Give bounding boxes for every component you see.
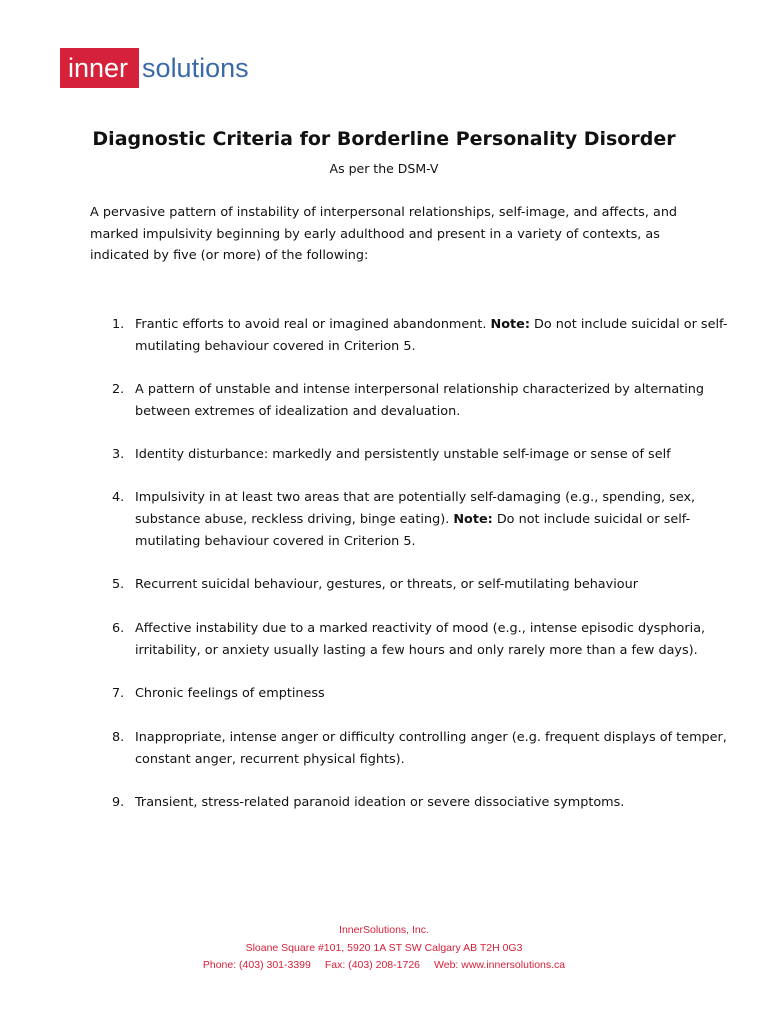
criterion-number: 9. (112, 795, 125, 810)
criterion-note: Do not include suicidal or self-mutilating behaviour covered in Criterion 5. (135, 512, 691, 549)
criterion-text: A pattern of unstable and intense interpersonal relationship characterized by alternating between extremes of idealization and devaluation. (135, 382, 704, 419)
criterion-text: Impulsivity in at least two areas that are potentially self-damaging (e.g., spending, sex, substance abuse, reckless driving, binge eating). (135, 490, 696, 527)
criterion-text: Transient, stress-related paranoid ideation or severe dissociative symptoms. (135, 795, 625, 810)
criterion-number: 1. (112, 317, 125, 332)
criterion-item (90, 574, 735, 596)
criterion-text: Frantic efforts to avoid real or imagined abandonment. (135, 317, 491, 332)
footer-company: InnerSolutions, Inc. (339, 924, 429, 936)
criterion-item (90, 618, 735, 662)
criterion-number: 6. (112, 621, 125, 636)
footer-fax: Fax: (403) 208-1726 (324, 959, 421, 971)
note-label: Note: (453, 512, 493, 527)
company-logo (60, 48, 249, 88)
criterion-number: 8. (112, 730, 125, 745)
footer-contact (0, 957, 768, 975)
criterion-item (90, 683, 735, 705)
criterion-text: Affective instability due to a marked reactivity of mood (e.g., intense episodic dysphoria, irritability, or anxiety usually lasting a few hours and only rarely more than a few days). (135, 621, 706, 658)
criterion-number: 3. (112, 447, 125, 462)
criterion-item (90, 379, 735, 423)
page-footer (0, 922, 768, 975)
criterion-note: Do not include suicidal or self-mutilating behaviour covered in Criterion 5. (135, 317, 728, 354)
logo-outer-text: solutions (142, 53, 249, 83)
footer-web-link[interactable]: Web: www.innersolutions.ca (434, 959, 566, 971)
document-subtitle: As per the DSM-V (329, 161, 439, 176)
footer-address: Sloane Square #101, 5920 1A ST SW Calgary AB T2H 0G3 (245, 941, 523, 954)
criterion-item (90, 727, 735, 771)
criterion-item (90, 487, 735, 553)
criterion-text: Identity disturbance: markedly and persistently unstable self-image or sense of self (135, 447, 671, 462)
logo-inner-text: inner (60, 48, 132, 88)
criterion-item (90, 314, 735, 358)
criterion-item (90, 444, 735, 466)
criterion-text: Chronic feelings of emptiness (135, 686, 325, 701)
criterion-number: 7. (112, 686, 125, 701)
criterion-text: Inappropriate, intense anger or difficulty controlling anger (e.g. frequent displays of temper, constant anger, recurrent physical fights). (135, 730, 727, 767)
document-title: Diagnostic Criteria for Borderline Personality Disorder (92, 128, 676, 150)
criterion-text: Recurrent suicidal behaviour, gestures, or threats, or self-mutilating behaviour (135, 577, 638, 592)
criterion-item (90, 792, 735, 814)
footer-phone: Phone: (403) 301-3399 (202, 959, 311, 971)
note-label: Note: (490, 317, 530, 332)
criterion-number: 2. (112, 382, 125, 397)
criterion-number: 5. (112, 577, 125, 592)
criterion-number: 4. (112, 490, 125, 505)
intro-paragraph: A pervasive pattern of instability of interpersonal relationships, self-image, and affects, and marked impulsivity beginning by early adulthood and present in a variety of contexts, as indicated by five (or more) of the following: (90, 205, 678, 263)
